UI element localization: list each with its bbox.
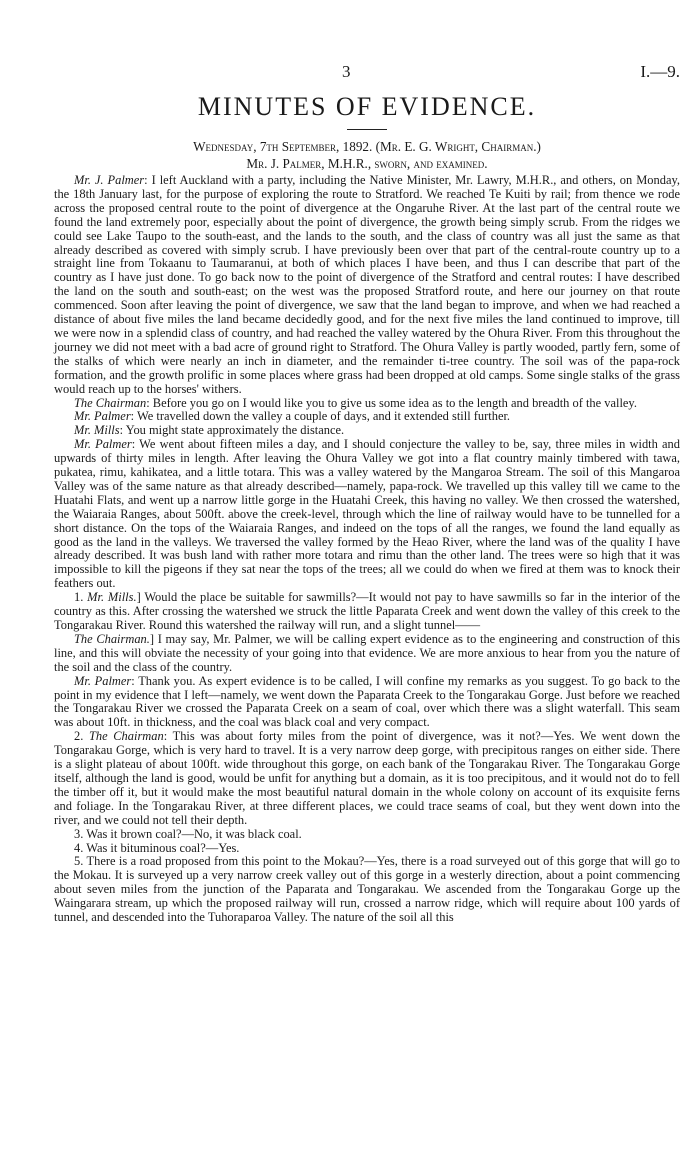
evidence-paragraph bbox=[54, 675, 680, 731]
session-chair: (Mr. E. G. Wright, Chairman.) bbox=[375, 139, 541, 154]
speaker-separator: : bbox=[119, 423, 126, 438]
speaker-separator: ] bbox=[136, 590, 145, 605]
document-reference: I.—9. bbox=[640, 62, 680, 81]
speaker-name: The Chairman bbox=[74, 395, 147, 410]
speaker-separator: : bbox=[146, 395, 153, 410]
question-number: 2. bbox=[74, 729, 89, 744]
speaker-separator: : bbox=[131, 437, 140, 452]
document-page bbox=[54, 62, 680, 925]
page-header bbox=[54, 62, 680, 84]
speaker-separator: : bbox=[131, 673, 139, 688]
paragraph-text: I may say, Mr. Palmer, we will be calling expert evidence as to the engineering and construction of this line, and this will obviate the necessity of your going into that evidence. We are more anxious to hear from you the nature of the soil and the class of the country. bbox=[54, 631, 680, 674]
paragraph-text: Was it bituminous coal?—Yes. bbox=[86, 840, 240, 855]
paragraph-text: This was about forty miles from the point of divergence, was it not?—Yes. We went down the Tongarakau Gorge, which is very hard to travel. It is a very narrow deep gorge, with precipitous ranges on either side. There is a slight plateau of about 100ft. wide throughout this gorge, on each bank of the Tongarakau River. The Tongarakau Gorge itself, although the land is good, would be unfit for anything but a domain, as it is too precipitous, and it would not do to fell the timber off it, but it would make the most beautiful natural domain in the whole colony on account of its exquisite ferns and foliage. In the Tongarakau River, at three different places, we could trace seams of coal, but they went down into the river, and we could not tell their depth. bbox=[54, 729, 681, 827]
paragraph-text: You might state approximately the distance. bbox=[125, 423, 345, 438]
evidence-body bbox=[54, 174, 680, 925]
evidence-paragraph bbox=[54, 842, 680, 856]
speaker-separator: : bbox=[130, 409, 137, 424]
speaker-name: Mr. Palmer bbox=[74, 409, 131, 424]
evidence-paragraph bbox=[54, 424, 680, 438]
question-number: 4. bbox=[74, 840, 87, 855]
page-title: MINUTES OF EVIDENCE. bbox=[197, 92, 537, 121]
evidence-paragraph bbox=[54, 174, 680, 397]
paragraph-text: Before you go on I would like you to give us some idea as to the length and breadth of the valley. bbox=[152, 395, 637, 410]
question-number: 1. bbox=[74, 590, 88, 605]
session-date: Wednesday, 7th September, 1892. bbox=[193, 139, 373, 154]
evidence-paragraph bbox=[54, 410, 680, 424]
evidence-paragraph bbox=[54, 438, 680, 591]
speaker-separator: : bbox=[144, 173, 152, 187]
paragraph-text: Was it brown coal?—No, it was black coal. bbox=[86, 826, 302, 841]
evidence-paragraph bbox=[54, 855, 680, 925]
paragraph-text: Thank you. As expert evidence is to be called, I will confine my remarks as you suggest. To go back to the point in my evidence that I left—namely, we went down the Paparata Creek to the Tongarakau Gorge. Just before we reached the Tongarakau River we crossed the Paparata Creek on a seam of coal, over which there was a slight waterfall. This seam was about 10ft. in thickness, and the coal was black coal and very compact. bbox=[54, 673, 681, 730]
page-number: 3 bbox=[342, 62, 351, 81]
paragraph-text: We went about fifteen miles a day, and I should conjecture the valley to be, say, three miles in width and upwards of thirty miles in length. After leaving the Ohura Valley we got into a flat country mainly timbered with tawa, pukatea, rimu, kahikatea, and a little totara. This was a valley watered by the Mangaroa Stream. The soil of this Mangaroa Valley was of the same nature as that already described—namely, papa-rock. We travelled up this valley till we came to the Huatahi Flats, and went up a narrow little gorge in the Huatahi Creek, this having no valley. We then crossed the watershed, the Waiaraia Ranges, about 500ft. above the creek-level, through which the line of railway would have to be tunnelled for a short distance. On the tops of the Waiaraia Ranges, and indeed on the tops of all the ranges, we found the land equally as good as the land in the valleys. We traversed the valley formed by the Heao River, where the land was of the quality I have already described. It was bush land with rather more totara and rimu than the other land. The trees were so high that it was impossible to kill the pigeons if they sat near the tops of the trees; all we could do when we fired at them was to knock their feathers out. bbox=[54, 437, 680, 591]
speaker-name: Mr. Palmer bbox=[74, 673, 132, 688]
speaker-name: Mr. Palmer bbox=[74, 437, 132, 452]
speaker-name: Mr. Mills. bbox=[87, 590, 137, 605]
speaker-name: Mr. Mills bbox=[74, 423, 120, 438]
evidence-paragraph bbox=[54, 828, 680, 842]
paragraph-text: There is a road proposed from this point to the Mokau?—Yes, there is a road surveyed out of this gorge that will go to the Mokau. It is surveyed up a very narrow creek valley out of this gorge in a westerly direction, about a point commencing about seven miles from the junction of the Paparata and Tongarakau. We ascended from the Tongarakau Gorge up the Waingarara stream, up which the proposed railway will run, crossed a narrow ridge, which will require about 100 yards of tunnel, and descended into the Tuhoraparoa Valley. The nature of the soil all this bbox=[54, 854, 680, 925]
witness-line: Mr. J. Palmer, M.H.R., sworn, and examined. bbox=[246, 156, 488, 171]
evidence-paragraph bbox=[54, 633, 680, 675]
evidence-paragraph bbox=[54, 730, 680, 827]
paragraph-text: Would the place be suitable for sawmills?—It would not pay to have sawmills so far in the interior of the country as this. After crossing the watershed we struck the little Paparata Creek and went down the valley of this creek to the Tongarakau River. Round this watershed the railway will run, and a slight tunnel—— bbox=[54, 590, 680, 632]
speaker-name: The Chairman. bbox=[74, 631, 150, 646]
title-divider bbox=[347, 129, 387, 130]
evidence-paragraph bbox=[54, 591, 680, 633]
speaker-name: Mr. J. Palmer bbox=[74, 173, 145, 187]
paragraph-text: I left Auckland with a party, including the Native Minister, Mr. Lawry, M.H.R., and others, on Monday, the 18th January last, for the purpose of exploring the route to Stratford. We reached Te Kuiti by rail; from thence we rode across the proposed central route to the point of divergence at the Ongaruhe River. At the last part of the central route we found the land extremely poor, especially about the point of divergence, the growth being simply scrub. From the ridges we could see Lake Taupo to the south-east, and the lands to the south, and the class of country was all just the same as that already described as covered with simply scrub. I have previously been over that part of the central-route country up to a straight line from Tokaanu to Taumaranui, at both of which places I have been, and thus I can describe that part of the country as I have just done. To go back now to the point of divergence of the Stratford and central routes: I have described the land on the south and south-east; on the west was the proposed Stratford route, and here our journey on that route commenced. Soon after leaving the point of divergence, we saw that the land began to improve, and when we had reached a distance of about five miles the land became decidedly good, and for the next five miles the land continued to improve, till we were now in a splendid class of country, and had reached the valley watered by the Ohura River. From this throughout the journey we did not meet with a bad acre of ground right to Stratford. The Ohura Valley is partly wooded, partly fern, some of the stalks of which were nearly an inch in diameter, and the remainder ti-tree country. The soil was of the papa-rock formation, and the growth prolific in some places where grass had been dropped at old camps. Some single stalks of the grass would reach up to the horses' withers. bbox=[54, 173, 680, 396]
speaker-separator: ] bbox=[149, 631, 158, 646]
speaker-separator: : bbox=[163, 729, 173, 744]
speaker-name: The Chairman bbox=[88, 729, 164, 744]
question-number: 3. bbox=[74, 826, 87, 841]
session-line bbox=[54, 138, 680, 155]
paragraph-text: We travelled down the valley a couple of days, and it extended still further. bbox=[137, 409, 511, 424]
question-number: 5. bbox=[74, 854, 87, 869]
evidence-paragraph bbox=[54, 397, 680, 411]
